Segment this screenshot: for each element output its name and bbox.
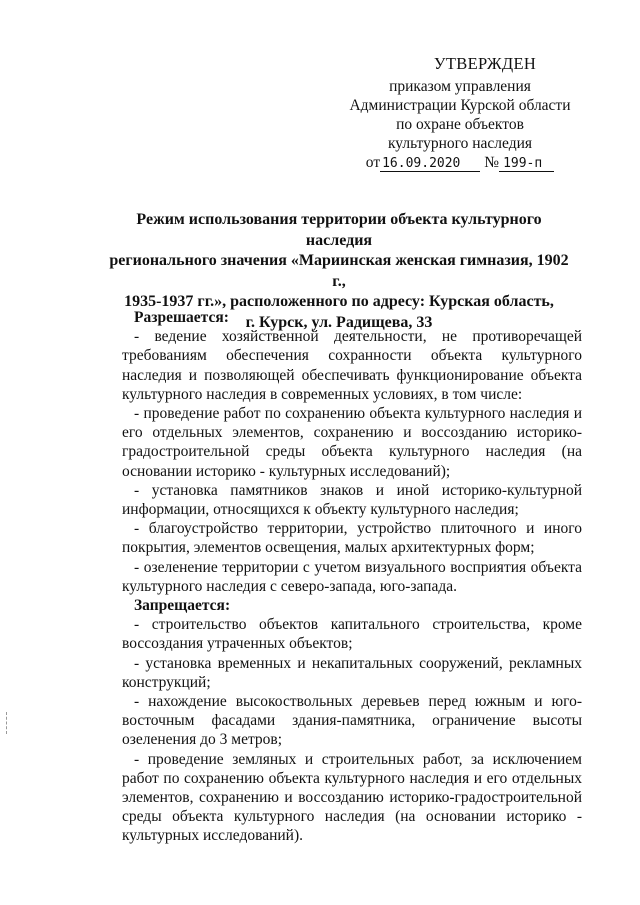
allowed-item: - установка памятников знаков и иной историко-культурной информации, относящихся к объекту культурного наследия; — [122, 481, 582, 519]
approval-date-line — [330, 153, 590, 173]
scan-margin-mark — [6, 712, 8, 734]
forbidden-section-title: Запрещается: — [134, 597, 231, 615]
approval-date: 16.09.2020 — [380, 156, 480, 172]
heading-line: Режим использования территории объекта культурного наследия — [136, 211, 542, 249]
allowed-item: - благоустройство территории, устройство плиточного и иного покрытия, элементов освещения, малых архитектурных форм; — [122, 520, 582, 557]
document-body — [122, 308, 582, 846]
forbidden-item: - установка временных и некапитальных сооружений, рекламных конструкций; — [122, 654, 582, 691]
approval-line: приказом управления — [389, 78, 531, 95]
approval-line: культурного наследия — [387, 135, 533, 152]
heading-line: регионального значения «Мариинская женская гимназия, 1902 г., — [109, 252, 569, 290]
forbidden-item: - нахождение высокоствольных деревьев перед южным и юго-восточным фасадами здания-памятника, ограничение высоты озеленения до 3 метров; — [122, 693, 582, 749]
date-prefix: от — [365, 154, 381, 171]
allowed-section-title: Разрешается: — [134, 309, 229, 326]
allowed-item: - озеленение территории с учетом визуального восприятия объекта культурного наследия с северо-запада, юго-запада. — [122, 558, 582, 595]
approval-line: по охране объектов — [396, 116, 524, 133]
forbidden-item: - проведение земляных и строительных работ, за исключением работ по сохранению объекта культурного наследия и его отдельных элементов, сохранению и воссозданию историко-градостроительной среды объекта культурного наследия (на основании историко - культурных исследований). — [122, 750, 582, 845]
approval-title: УТВЕРЖДЕН — [433, 54, 537, 73]
number-prefix: № — [484, 154, 500, 171]
approval-line: Администрации Курской области — [349, 97, 571, 114]
approval-stamp — [330, 54, 590, 173]
allowed-item: - ведение хозяйственной деятельности, не противоречащей требованиям обеспечения сохранности объекта культурного наследия и позволяющей обеспечивать функционирование объекта культурного наследия в современных условиях, в том числе: — [122, 328, 582, 403]
heading-line: 1935-1937 гг.», расположенного по адресу: Курская область, — [124, 293, 554, 310]
allowed-item: - проведение работ по сохранению объекта культурного наследия и его отдельных элементов, сохранению и воссозданию историко-градостроительной среды объекта культурного наследия (на основании историко - культурных исследований); — [122, 405, 582, 480]
forbidden-item: - строительство объектов капитального строительства, кроме воссоздания утраченных объектов; — [122, 616, 582, 653]
heading-line: г. Курск, ул. Радищева, 33 — [245, 313, 433, 331]
approval-number: 199-п — [499, 156, 554, 172]
